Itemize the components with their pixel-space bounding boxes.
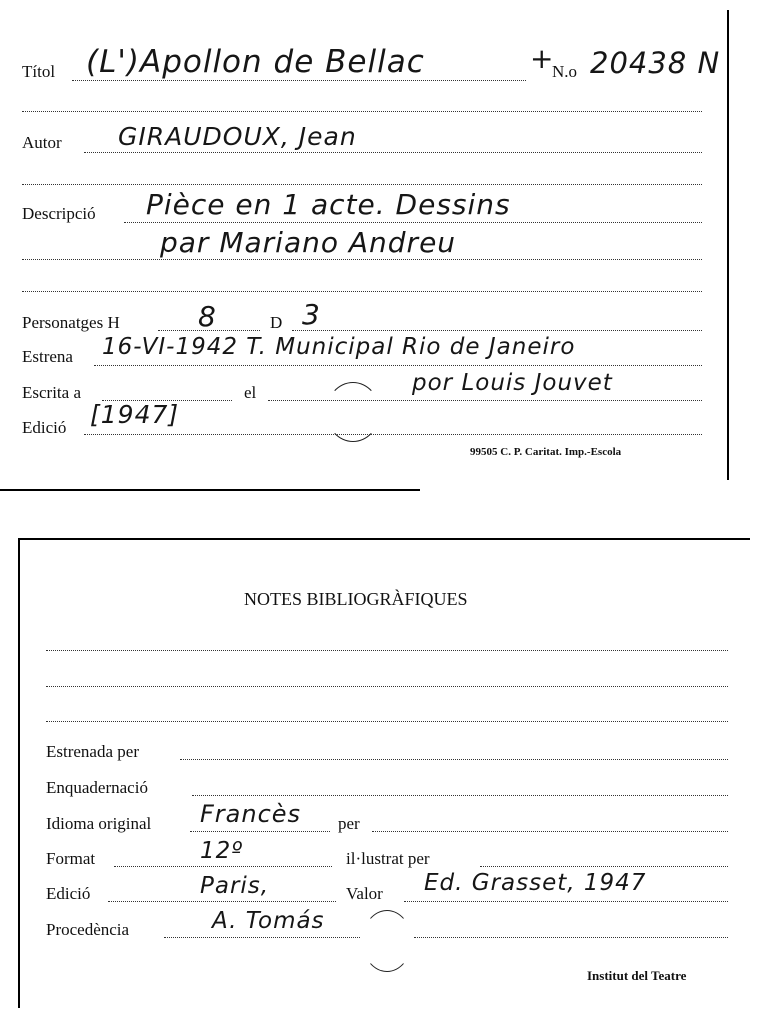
provenance-value: A. Tomás bbox=[212, 908, 325, 934]
institution-imprint: Institut del Teatre bbox=[587, 968, 687, 983]
value-field-line bbox=[404, 901, 728, 902]
bibliographic-notes-heading: NOTES BIBLIOGRÀFIQUES bbox=[244, 589, 468, 609]
bottom-card-border-left bbox=[18, 538, 20, 1008]
women-label: D bbox=[270, 313, 283, 332]
edition-label: Edició bbox=[22, 418, 67, 437]
original-language-field-line bbox=[190, 831, 330, 832]
title-line-2 bbox=[22, 111, 702, 112]
provenance-field-line bbox=[164, 937, 360, 938]
edition-place-label: Edició bbox=[46, 884, 91, 903]
edition-field-line bbox=[84, 434, 702, 435]
notes-line-3 bbox=[46, 721, 728, 722]
premiere-field-line bbox=[94, 365, 702, 366]
description-value-line2: par Mariano Andreu bbox=[160, 226, 457, 259]
illustrated-by-field-line bbox=[480, 866, 728, 867]
characters-label: Personatges H bbox=[22, 313, 120, 332]
author-field-line bbox=[84, 152, 702, 153]
format-field-line bbox=[114, 866, 332, 867]
original-language-value: Francès bbox=[200, 800, 302, 828]
author-value: GIRAUDOUX, Jean bbox=[118, 122, 357, 151]
bottom-card-border-top bbox=[18, 538, 750, 540]
top-card-border-bottom bbox=[0, 489, 420, 491]
women-field-line bbox=[292, 330, 702, 331]
format-label: Format bbox=[46, 849, 96, 868]
premiered-by-field-line bbox=[180, 759, 728, 760]
stamp-circle bbox=[362, 910, 412, 972]
title-value: (L')Apollon de Bellac bbox=[86, 44, 425, 80]
author-label: Autor bbox=[22, 133, 62, 152]
description-line-3 bbox=[22, 291, 702, 292]
written-in-label: Escrita a bbox=[22, 383, 81, 402]
language-per-field-line bbox=[372, 831, 728, 832]
premiere-value: 16-VI-1942 T. Municipal Rio de Janeiro bbox=[102, 334, 576, 360]
value-label: Valor bbox=[346, 884, 383, 903]
provenance-field-line-2 bbox=[414, 937, 728, 938]
title-field-line bbox=[72, 80, 526, 81]
men-count: 8 bbox=[198, 300, 217, 333]
edition-value: [1947] bbox=[90, 400, 180, 429]
number-prefix: + bbox=[530, 42, 555, 75]
women-count: 3 bbox=[302, 298, 321, 331]
binding-field-line bbox=[192, 795, 728, 796]
binding-label: Enquadernació bbox=[46, 778, 148, 797]
printer-imprint: 99505 C. P. Caritat. Imp.-Escola bbox=[470, 446, 622, 458]
description-value-line1: Pièce en 1 acte. Dessins bbox=[146, 188, 511, 221]
author-line-2 bbox=[22, 184, 702, 185]
number-value: 20438 N bbox=[590, 46, 721, 80]
premiered-by-label: Estrenada per bbox=[46, 742, 139, 761]
edition-place-value: Paris, bbox=[200, 873, 270, 899]
format-value: 12º bbox=[200, 838, 244, 864]
stamp-circle bbox=[326, 382, 380, 442]
title-label: Títol bbox=[22, 62, 56, 81]
notes-line-1 bbox=[46, 650, 728, 651]
written-on-label: el bbox=[244, 383, 257, 402]
illustrated-by-label: il·lustrat per bbox=[346, 849, 430, 868]
description-line-2 bbox=[22, 259, 702, 260]
language-per-label: per bbox=[338, 814, 360, 833]
edition-place-field-line bbox=[108, 901, 336, 902]
number-label: N.o bbox=[552, 62, 578, 81]
value-value: Ed. Grasset, 1947 bbox=[424, 870, 647, 896]
description-field-line bbox=[124, 222, 702, 223]
notes-line-2 bbox=[46, 686, 728, 687]
top-card-border-right bbox=[727, 10, 729, 480]
provenance-label: Procedència bbox=[46, 920, 130, 939]
written-on-value: por Louis Jouvet bbox=[412, 370, 613, 396]
description-label: Descripció bbox=[22, 204, 96, 223]
original-language-label: Idioma original bbox=[46, 814, 152, 833]
premiere-label: Estrena bbox=[22, 347, 73, 366]
